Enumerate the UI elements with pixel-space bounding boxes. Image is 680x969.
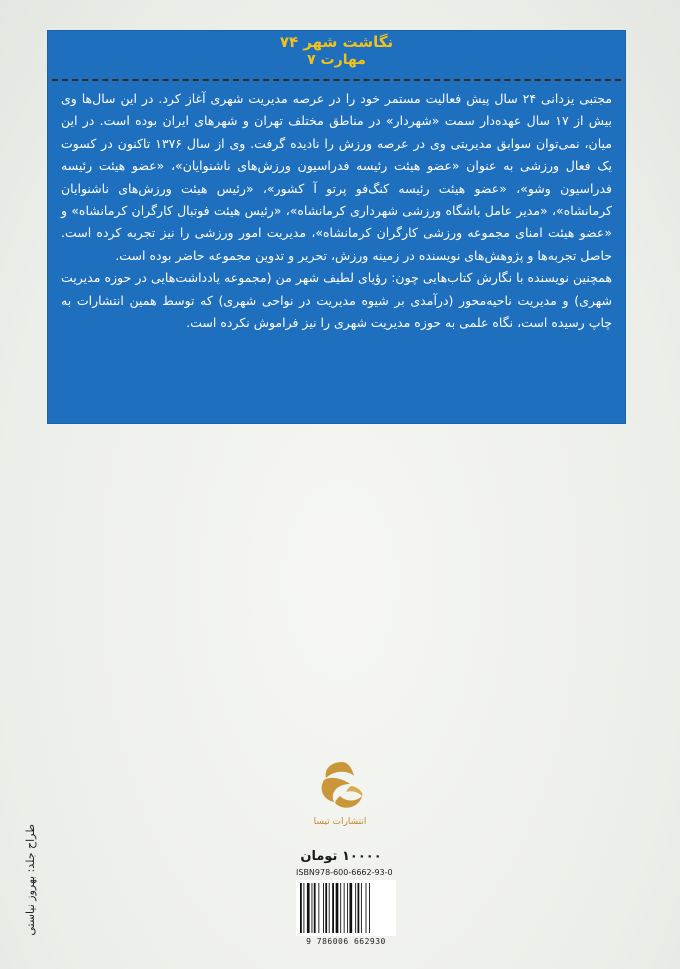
series-subtitle: مهارت ۷ xyxy=(307,52,366,68)
synopsis-text xyxy=(61,88,612,334)
barcode-icon xyxy=(296,880,396,936)
series-title: نگاشت شهر ۷۴ xyxy=(279,33,394,51)
dashed-divider xyxy=(52,79,621,81)
publisher-logo-icon xyxy=(312,756,372,816)
synopsis-paragraph-1: مجتبی یزدانی ۲۴ سال پیش فعالیت مستمر خود را در عرصه مدیریت شهری آغاز کرد. در این سال‌ها وی بیش از ۱۷ سال عهده‌دار سمت «شهردار» در مناطق مختلف تهران و شهرهای ایران بوده است. در این میان، نمی‌توان سوابق مدیریتی وی در عرصه ورزش را نادیده گرفت. وی از سال ۱۳۷۶ تاکنون در کسوت یک فعال ورزشی به عنوان «عضو هیئت رئیسه فدراسیون ورزش‌های ناشنوایان»، «عضو هیئت رئیسه فدراسیون وشو»، «عضو هیئت رئیسه کنگ‌فو پرتو آ کشور»، «رئیس هیئت ورزش‌های ناشنوایان کرمانشاه»، «مدیر عامل باشگاه ورزشی شهرداری کرمانشاه»، «رئیس هیئت فوتبال کارگران کرمانشاه» و «عضو هیئت امنای مجموعه ورزشی کارگران کرمانشاه»، مدیریت امور ورزشی را نیز تجربه کرده است. حاصل تجربه‌ها و پژوهش‌های نویسنده در زمینه ورزش، تحریر و تدوین مجموعه حاضر بوده است. xyxy=(61,91,613,263)
cover-designer-credit: طراح جلد: بهروز نیاستی xyxy=(24,824,37,936)
synopsis-paragraph-2: همچنین نویسنده با نگارش کتاب‌هایی چون: رؤیای لطیف شهر من (مجموعه یادداشت‌هایی در حوزه مدیریت شهری) و مدیریت ناحیه‌محور (درآمدی بر شیوه مدیریت در نواحی شهری) که توسط همین انتشارات به چاپ رسیده است، نگاه علمی به حوزه مدیریت شهری را نیز فراموش نکرده است. xyxy=(61,270,612,331)
price-label: ۱۰۰۰۰ تومان xyxy=(300,849,382,864)
barcode-digits: 9 786006 662930 xyxy=(306,937,386,946)
isbn-label: ISBN978-600-6662-93-0 xyxy=(296,868,393,877)
synopsis-panel xyxy=(47,30,626,424)
publisher-name: انتشارات تیسا xyxy=(313,817,367,827)
